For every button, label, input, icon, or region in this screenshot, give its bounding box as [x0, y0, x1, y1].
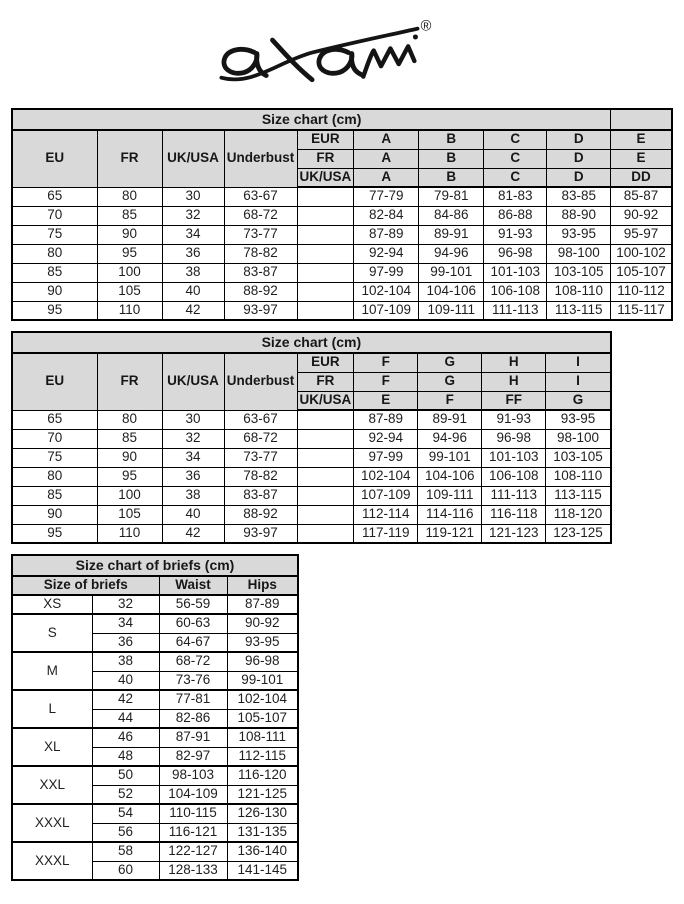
size-cell: 97-99 — [354, 448, 418, 467]
size-cell: 96-98 — [482, 429, 546, 448]
size-cell: 52 — [92, 785, 159, 804]
size-cell: 93-97 — [224, 524, 297, 543]
size-cell: 84-86 — [419, 206, 484, 225]
briefs-header-row — [12, 576, 298, 595]
size-cell: 100 — [97, 263, 162, 282]
table-title: Size chart (cm) — [12, 332, 611, 353]
size-row — [12, 263, 672, 282]
size-cell: 68-72 — [224, 206, 297, 225]
bra-size-rows-f-i — [12, 410, 611, 543]
region-label: FR — [297, 149, 354, 168]
size-cell: 65 — [12, 410, 97, 429]
size-cell: 126-130 — [227, 804, 298, 823]
size-cell: 136-140 — [227, 842, 298, 861]
spacer-cell — [297, 301, 354, 320]
cup-header: C — [484, 168, 547, 187]
size-cell: 58 — [92, 842, 159, 861]
size-cell: 102-104 — [354, 282, 419, 301]
i-dot — [413, 34, 418, 39]
size-cell: 95 — [12, 301, 97, 320]
size-cell: 116-120 — [227, 766, 298, 785]
cup-header: F — [418, 391, 482, 410]
size-cell: 102-104 — [354, 467, 418, 486]
size-cell: 88-90 — [547, 206, 611, 225]
size-cell: 30 — [162, 410, 224, 429]
table-title: Size chart of briefs (cm) — [12, 555, 298, 576]
cup-header: H — [482, 353, 546, 372]
size-cell: 105-107 — [611, 263, 672, 282]
size-cell: 82-84 — [354, 206, 419, 225]
size-cell: 141-145 — [227, 861, 298, 880]
size-cell: 110 — [97, 524, 162, 543]
size-row — [12, 187, 672, 206]
column-header-ukusa: UK/USA — [162, 130, 224, 187]
size-cell: 60 — [92, 861, 159, 880]
size-cell: 75 — [12, 448, 97, 467]
spacer-cell — [297, 206, 354, 225]
size-cell: 80 — [97, 187, 162, 206]
size-cell: 104-106 — [418, 467, 482, 486]
size-cell: 92-94 — [354, 429, 418, 448]
table-title: Size chart (cm) — [12, 109, 611, 130]
column-header-hips: Hips — [227, 576, 298, 595]
size-cell: 36 — [162, 467, 224, 486]
spacer-cell — [297, 429, 354, 448]
briefs-size-label: XXL — [12, 766, 92, 804]
cup-header: A — [354, 149, 419, 168]
size-row — [12, 206, 672, 225]
size-cell: 96-98 — [227, 652, 298, 671]
region-label: UK/USA — [297, 391, 354, 410]
briefs-row — [12, 614, 298, 633]
size-cell: 89-91 — [418, 410, 482, 429]
size-cell: 36 — [162, 244, 224, 263]
size-cell: 38 — [162, 486, 224, 505]
size-cell: 78-82 — [224, 244, 297, 263]
briefs-row — [12, 595, 298, 614]
size-cell: 87-89 — [354, 225, 419, 244]
size-cell: 38 — [162, 263, 224, 282]
briefs-size-label: XS — [12, 595, 92, 614]
size-cell: 56-59 — [159, 595, 227, 614]
spacer-cell — [297, 263, 354, 282]
size-row — [12, 301, 672, 320]
size-cell: 108-110 — [546, 467, 611, 486]
spacer-cell — [297, 410, 354, 429]
registered-trademark-icon: ® — [420, 18, 432, 35]
size-cell: 36 — [92, 633, 159, 652]
size-cell: 40 — [92, 671, 159, 690]
size-cell: 90 — [12, 505, 97, 524]
size-cell: 82-97 — [159, 747, 227, 766]
size-cell: 40 — [162, 282, 224, 301]
size-cell: 106-108 — [484, 282, 547, 301]
size-cell: 64-67 — [159, 633, 227, 652]
size-cell: 81-83 — [484, 187, 547, 206]
briefs-row — [12, 804, 298, 823]
size-cell: 103-105 — [547, 263, 611, 282]
size-cell: 101-103 — [482, 448, 546, 467]
size-cell: 104-106 — [419, 282, 484, 301]
size-cell: 85 — [97, 429, 162, 448]
briefs-size-label: M — [12, 652, 92, 690]
cup-header: B — [419, 149, 484, 168]
size-cell: 87-91 — [159, 728, 227, 747]
size-cell: 123-125 — [546, 524, 611, 543]
cup-header: E — [354, 391, 418, 410]
size-cell: 60-63 — [159, 614, 227, 633]
size-cell: 83-87 — [224, 263, 297, 282]
size-cell: 32 — [92, 595, 159, 614]
size-row — [12, 244, 672, 263]
cup-header: G — [418, 353, 482, 372]
size-cell: 77-79 — [354, 187, 419, 206]
size-cell: 94-96 — [418, 429, 482, 448]
briefs-size-label: S — [12, 614, 92, 652]
size-cell: 87-89 — [354, 410, 418, 429]
column-header-waist: Waist — [159, 576, 227, 595]
size-cell: 109-111 — [419, 301, 484, 320]
size-cell: 111-113 — [482, 486, 546, 505]
size-cell: 113-115 — [546, 486, 611, 505]
region-label: FR — [297, 372, 354, 391]
size-cell: 95 — [12, 524, 97, 543]
size-cell: 94-96 — [419, 244, 484, 263]
size-cell: 112-115 — [227, 747, 298, 766]
size-row — [12, 448, 611, 467]
size-cell: 105 — [97, 282, 162, 301]
size-cell: 90 — [97, 448, 162, 467]
size-cell: 101-103 — [484, 263, 547, 282]
size-cell: 83-85 — [547, 187, 611, 206]
size-cell: 92-94 — [354, 244, 419, 263]
header-row-eur — [12, 130, 672, 149]
size-cell: 114-116 — [418, 505, 482, 524]
size-row — [12, 524, 611, 543]
size-cell: 93-97 — [224, 301, 297, 320]
size-cell: 111-113 — [484, 301, 547, 320]
size-cell: 117-119 — [354, 524, 418, 543]
size-cell: 98-103 — [159, 766, 227, 785]
size-cell: 121-125 — [227, 785, 298, 804]
briefs-row — [12, 728, 298, 747]
size-cell: 96-98 — [484, 244, 547, 263]
size-cell: 105-107 — [227, 709, 298, 728]
size-cell: 68-72 — [159, 652, 227, 671]
column-header-underbust: Underbust — [224, 130, 297, 187]
bra-size-chart-f-i — [11, 331, 612, 544]
size-cell: 98-100 — [547, 244, 611, 263]
briefs-size-rows — [12, 595, 298, 880]
briefs-size-label: XXXL — [12, 842, 92, 880]
size-cell: 38 — [92, 652, 159, 671]
size-cell: 42 — [92, 690, 159, 709]
size-cell: 70 — [12, 206, 97, 225]
bra-size-chart-a-e — [11, 108, 673, 321]
size-cell: 99-101 — [227, 671, 298, 690]
spacer-cell — [297, 244, 354, 263]
size-cell: 54 — [92, 804, 159, 823]
size-cell: 100-102 — [611, 244, 672, 263]
size-cell: 109-111 — [418, 486, 482, 505]
size-cell: 95-97 — [611, 225, 672, 244]
size-cell: 40 — [162, 505, 224, 524]
size-row — [12, 225, 672, 244]
size-cell: 113-115 — [547, 301, 611, 320]
bra-size-rows-a-e — [12, 187, 672, 320]
size-cell: 104-109 — [159, 785, 227, 804]
size-cell: 82-86 — [159, 709, 227, 728]
size-cell: 83-87 — [224, 486, 297, 505]
size-cell: 48 — [92, 747, 159, 766]
region-label: EUR — [297, 130, 354, 149]
cup-header: DD — [611, 168, 672, 187]
size-cell: 106-108 — [482, 467, 546, 486]
column-header-fr: FR — [97, 130, 162, 187]
size-cell: 98-100 — [546, 429, 611, 448]
size-cell: 78-82 — [224, 467, 297, 486]
size-row — [12, 505, 611, 524]
cup-header: A — [354, 168, 419, 187]
spacer-cell — [297, 187, 354, 206]
column-header-eu: EU — [12, 130, 97, 187]
size-cell: 116-118 — [482, 505, 546, 524]
size-cell: 46 — [92, 728, 159, 747]
size-cell: 88-92 — [224, 282, 297, 301]
size-cell: 112-114 — [354, 505, 418, 524]
size-cell: 99-101 — [418, 448, 482, 467]
cup-header: G — [418, 372, 482, 391]
table-title-row — [12, 109, 672, 130]
column-header-eu: EU — [12, 353, 97, 410]
size-cell: 34 — [162, 448, 224, 467]
cup-header: D — [547, 149, 611, 168]
cup-header: D — [547, 168, 611, 187]
size-cell: 122-127 — [159, 842, 227, 861]
briefs-size-chart — [11, 554, 299, 881]
size-cell: 93-95 — [227, 633, 298, 652]
size-cell: 93-95 — [547, 225, 611, 244]
size-cell: 63-67 — [224, 187, 297, 206]
size-cell: 107-109 — [354, 301, 419, 320]
size-row — [12, 486, 611, 505]
size-cell: 42 — [162, 301, 224, 320]
size-cell: 95 — [97, 467, 162, 486]
briefs-size-label: L — [12, 690, 92, 728]
axami-logo — [213, 10, 453, 90]
size-cell: 90-92 — [611, 206, 672, 225]
cup-header: F — [354, 372, 418, 391]
briefs-size-label: XL — [12, 728, 92, 766]
size-cell: 128-133 — [159, 861, 227, 880]
cup-header: B — [419, 130, 484, 149]
size-cell: 110-115 — [159, 804, 227, 823]
size-cell: 88-92 — [224, 505, 297, 524]
spacer-cell — [297, 505, 354, 524]
size-row — [12, 282, 672, 301]
size-cell: 86-88 — [484, 206, 547, 225]
table-title-row — [12, 332, 611, 353]
size-cell: 63-67 — [224, 410, 297, 429]
size-cell: 70 — [12, 429, 97, 448]
briefs-row — [12, 652, 298, 671]
size-row — [12, 429, 611, 448]
size-cell: 75 — [12, 225, 97, 244]
size-cell: 85 — [12, 263, 97, 282]
size-cell: 91-93 — [482, 410, 546, 429]
size-cell: 42 — [162, 524, 224, 543]
size-cell: 34 — [92, 614, 159, 633]
header-row-eur — [12, 353, 611, 372]
briefs-size-label: XXXL — [12, 804, 92, 842]
spacer-cell — [297, 524, 354, 543]
cup-header: F — [354, 353, 418, 372]
size-cell: 73-76 — [159, 671, 227, 690]
size-cell: 90-92 — [227, 614, 298, 633]
size-cell: 110 — [97, 301, 162, 320]
size-cell: 116-121 — [159, 823, 227, 842]
briefs-row — [12, 842, 298, 861]
cup-header: B — [419, 168, 484, 187]
size-cell: 105 — [97, 505, 162, 524]
size-cell: 89-91 — [419, 225, 484, 244]
size-cell: 100 — [97, 486, 162, 505]
size-cell: 32 — [162, 429, 224, 448]
size-cell: 115-117 — [611, 301, 672, 320]
region-label: UK/USA — [297, 168, 354, 187]
size-row — [12, 410, 611, 429]
size-cell: 85-87 — [611, 187, 672, 206]
spacer-cell — [297, 225, 354, 244]
size-cell: 91-93 — [484, 225, 547, 244]
table-title-spacer-cell — [611, 109, 672, 130]
cup-header: C — [484, 149, 547, 168]
column-header-size-of-briefs: Size of briefs — [12, 576, 159, 595]
size-cell: 73-77 — [224, 225, 297, 244]
briefs-row — [12, 690, 298, 709]
size-cell: 97-99 — [354, 263, 419, 282]
size-cell: 80 — [12, 467, 97, 486]
table-title-row — [12, 555, 298, 576]
cup-header: I — [546, 372, 611, 391]
size-cell: 73-77 — [224, 448, 297, 467]
size-cell: 85 — [12, 486, 97, 505]
region-label: EUR — [297, 353, 354, 372]
size-cell: 95 — [97, 244, 162, 263]
cup-header: D — [547, 130, 611, 149]
size-cell: 121-123 — [482, 524, 546, 543]
size-cell: 90 — [12, 282, 97, 301]
size-cell: 44 — [92, 709, 159, 728]
size-cell: 30 — [162, 187, 224, 206]
size-cell: 77-81 — [159, 690, 227, 709]
spacer-cell — [297, 467, 354, 486]
size-cell: 131-135 — [227, 823, 298, 842]
size-cell: 99-101 — [419, 263, 484, 282]
spacer-cell — [297, 448, 354, 467]
cup-header: E — [611, 149, 672, 168]
size-cell: 103-105 — [546, 448, 611, 467]
size-cell: 108-111 — [227, 728, 298, 747]
size-cell: 68-72 — [224, 429, 297, 448]
cup-header: H — [482, 372, 546, 391]
size-cell: 32 — [162, 206, 224, 225]
size-cell: 87-89 — [227, 595, 298, 614]
spacer-cell — [297, 486, 354, 505]
size-cell: 50 — [92, 766, 159, 785]
cup-header: FF — [482, 391, 546, 410]
axami-logo-drawing — [213, 10, 453, 90]
size-cell: 85 — [97, 206, 162, 225]
briefs-row — [12, 766, 298, 785]
spacer-cell — [297, 282, 354, 301]
size-cell: 34 — [162, 225, 224, 244]
column-header-ukusa: UK/USA — [162, 353, 224, 410]
size-cell: 65 — [12, 187, 97, 206]
cup-header: A — [354, 130, 419, 149]
size-cell: 102-104 — [227, 690, 298, 709]
column-header-underbust: Underbust — [224, 353, 297, 410]
size-cell: 107-109 — [354, 486, 418, 505]
size-cell: 90 — [97, 225, 162, 244]
cup-header: C — [484, 130, 547, 149]
cup-header: G — [546, 391, 611, 410]
size-cell: 110-112 — [611, 282, 672, 301]
cup-header: E — [611, 130, 672, 149]
size-cell: 79-81 — [419, 187, 484, 206]
cup-header: I — [546, 353, 611, 372]
size-cell: 56 — [92, 823, 159, 842]
size-cell: 80 — [97, 410, 162, 429]
size-cell: 119-121 — [418, 524, 482, 543]
size-cell: 93-95 — [546, 410, 611, 429]
size-cell: 118-120 — [546, 505, 611, 524]
size-cell: 108-110 — [547, 282, 611, 301]
column-header-fr: FR — [97, 353, 162, 410]
size-cell: 80 — [12, 244, 97, 263]
size-row — [12, 467, 611, 486]
